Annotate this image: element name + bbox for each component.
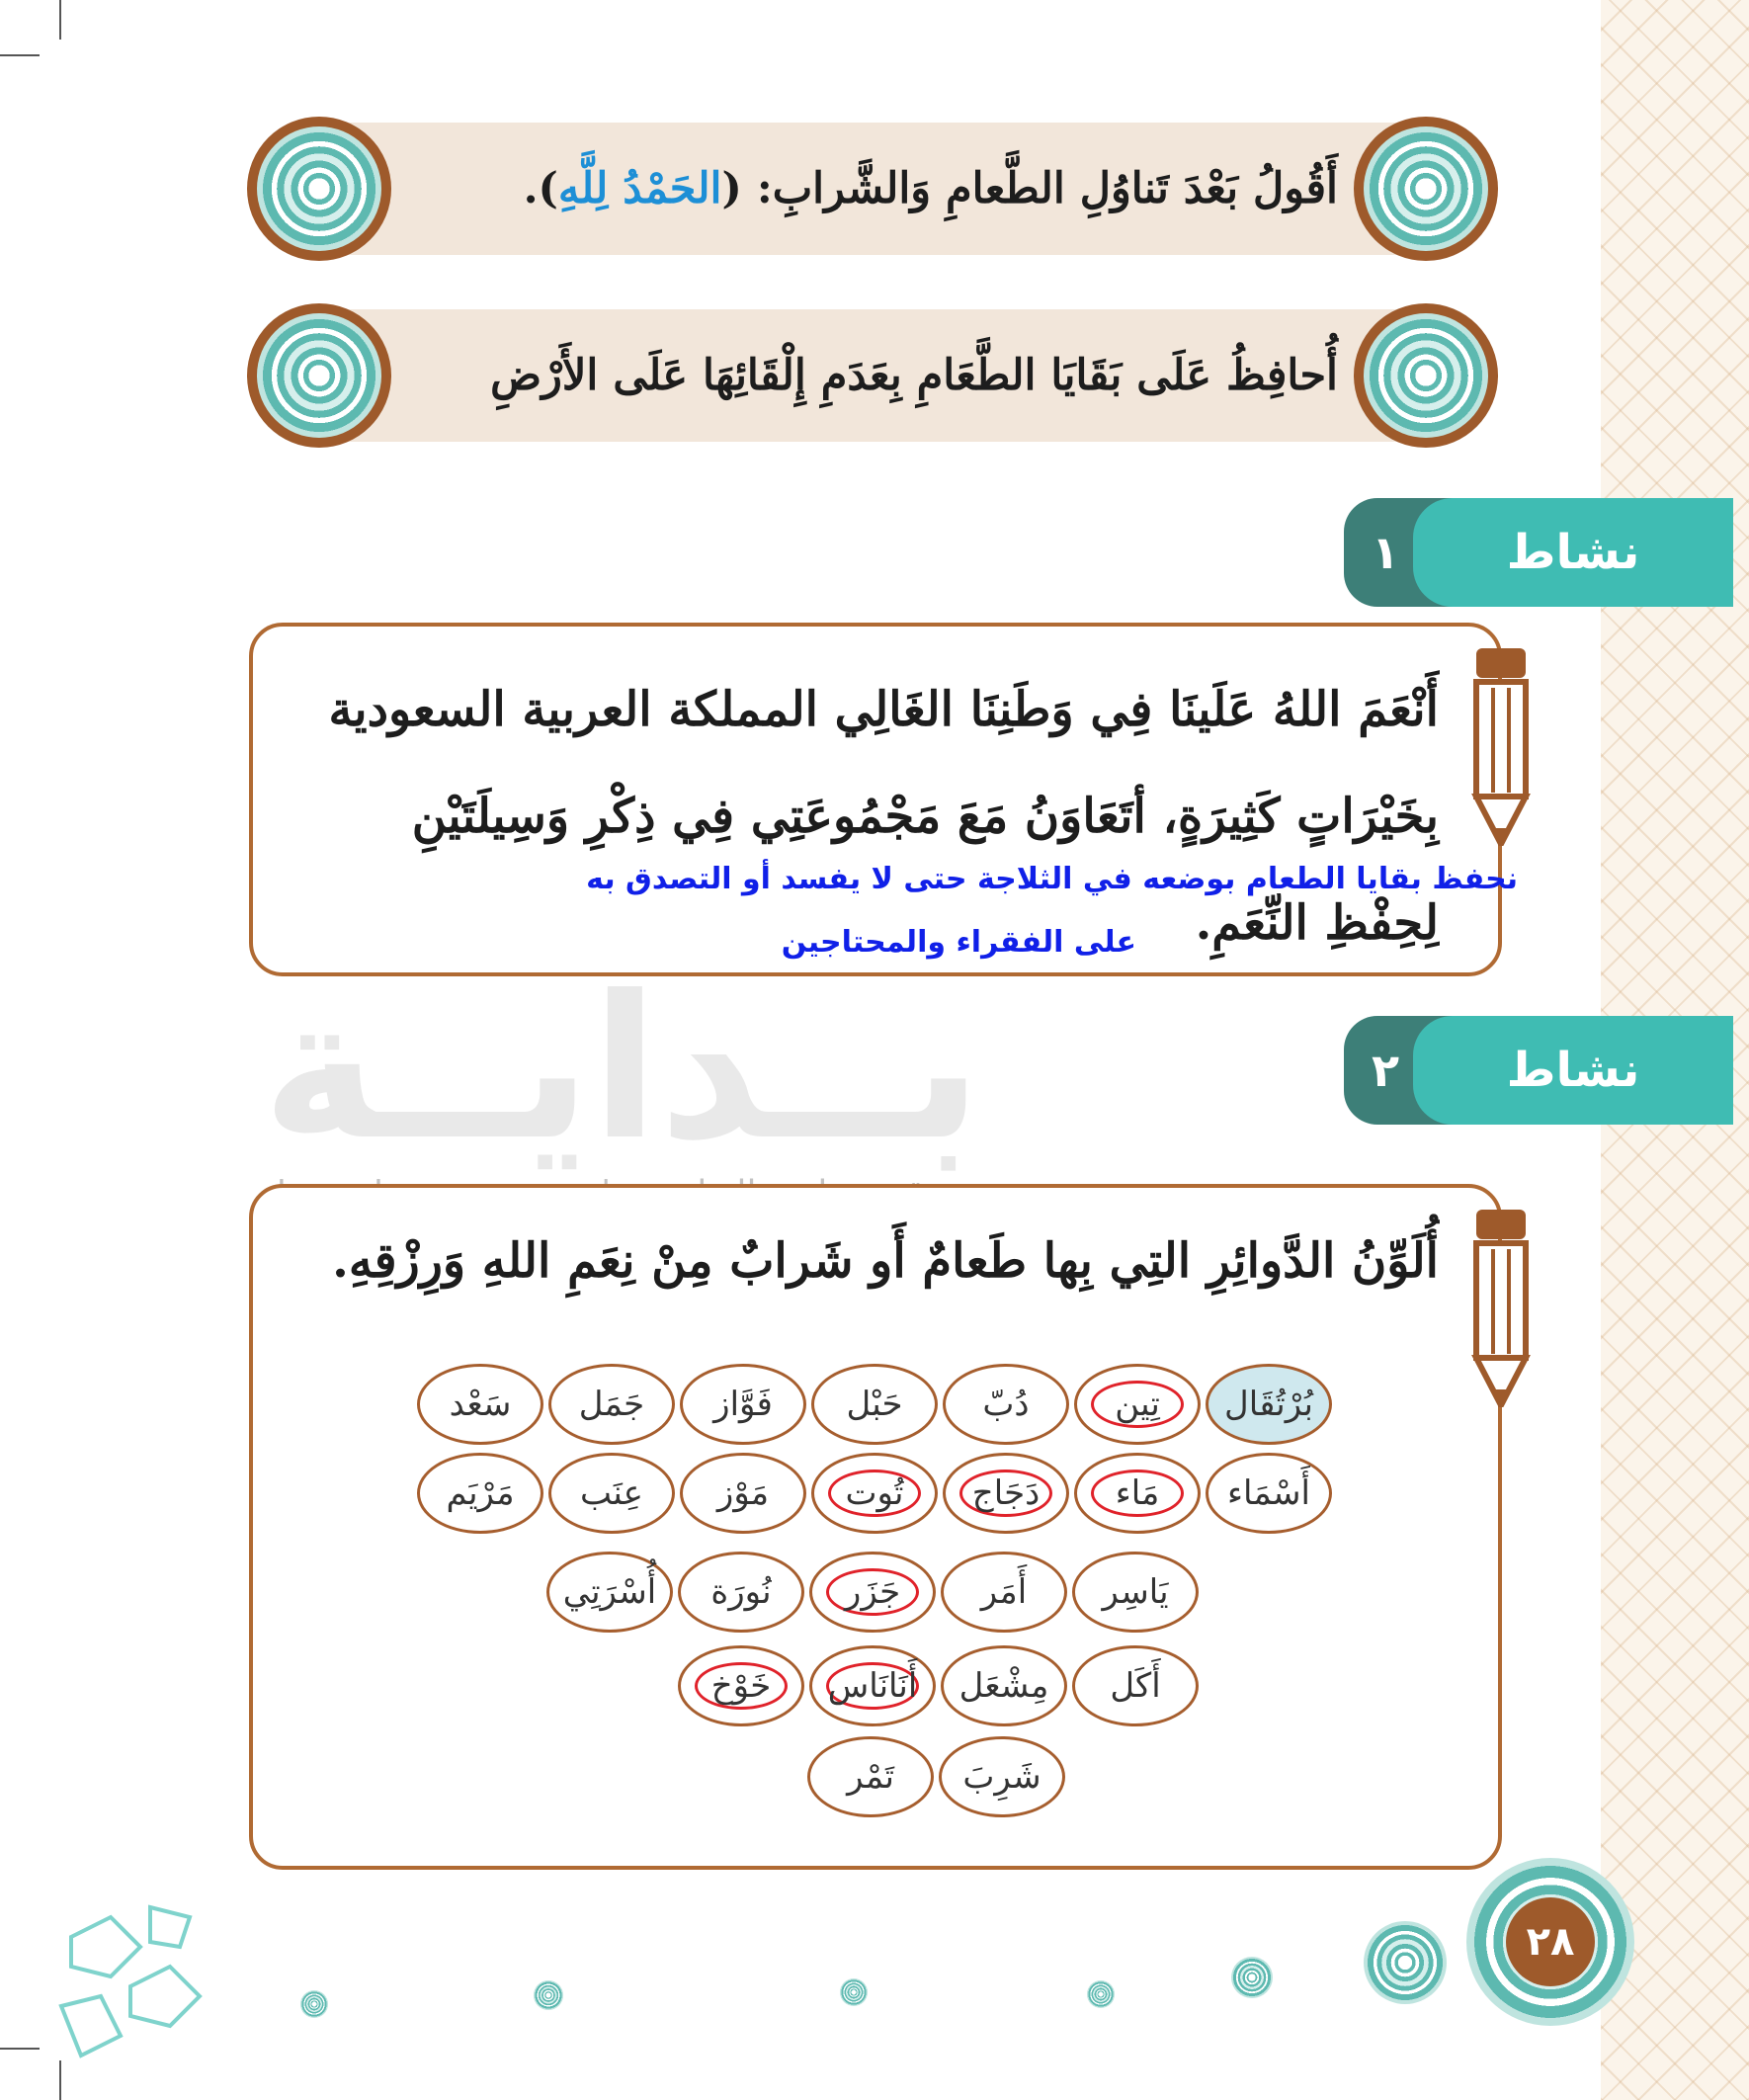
word-oval[interactable] [1072, 1645, 1199, 1726]
small-rosette-icon [300, 1990, 328, 2018]
activity-1-line-2: بِخَيْرَاتٍ كَثِيرَةٍ، أتَعَاوَنُ مَعَ مَجْمُوعَتِي فِي ذِكْرِ وَسِيلَتَيْنِ [411, 789, 1439, 844]
word-oval[interactable] [941, 1552, 1067, 1633]
word-oval-label: أَنَانَاس [827, 1666, 918, 1706]
word-oval[interactable] [807, 1736, 934, 1817]
rosette-right [1354, 303, 1498, 448]
page-number: ٢٨ [1506, 1897, 1595, 1986]
activity-2-instruction: أُلَوِّنُ الدَّوائِرِ التِي بِها طَعامٌ أَو شَرابٌ مِنْ نِعَمِ اللهِ وَرِزْقِهِ. [332, 1233, 1439, 1289]
word-oval[interactable] [941, 1645, 1067, 1726]
word-oval-label: مَوْز [716, 1473, 770, 1513]
word-oval-label: تُوت [845, 1473, 904, 1513]
activity-2-number: ٢ [1371, 1044, 1400, 1097]
activity-1-number: ١ [1371, 526, 1400, 579]
word-oval[interactable] [548, 1453, 675, 1534]
word-oval-label: دَجَاج [971, 1473, 1041, 1513]
rosette-icon [1364, 313, 1488, 438]
word-oval[interactable] [1072, 1552, 1199, 1633]
word-oval-label: تِين [1115, 1385, 1160, 1424]
small-rosette-icon [840, 1978, 868, 2006]
rosette-icon [257, 313, 381, 438]
banner-preserve-food [249, 309, 1496, 442]
banner-praise-text [407, 123, 1338, 255]
banner-praise-prefix: أَقُولُ بَعْدَ تَناوُلِ الطَّعامِ وَالشَّرابِ: ( [721, 164, 1338, 213]
rosette-left [247, 303, 391, 448]
word-oval-label: عِنَب [580, 1473, 643, 1513]
word-oval[interactable] [811, 1364, 938, 1445]
pencil-icon [1466, 648, 1536, 846]
word-oval-label: دُبّ [982, 1385, 1030, 1424]
small-rosette-icon [534, 1980, 563, 2010]
crop-mark [0, 54, 40, 56]
word-oval-label: أَمَر [980, 1572, 1028, 1612]
activity-2-tab [1344, 1016, 1733, 1125]
word-oval-label: جَزَر [844, 1572, 901, 1612]
watermark-logo-text: بــدايــة [262, 954, 983, 1184]
word-oval-label: مَرْيَم [446, 1473, 515, 1513]
word-oval-label: بُرْتُقَال [1224, 1385, 1313, 1424]
word-oval-label: أُسْرَتِي [562, 1572, 657, 1612]
activity-1-label: نشاط [1413, 498, 1733, 607]
word-oval-label: مِشْعَل [958, 1666, 1049, 1706]
word-oval[interactable] [680, 1453, 806, 1534]
word-oval[interactable] [943, 1364, 1069, 1445]
word-oval-label: مَاء [1115, 1473, 1160, 1513]
rosette-icon [257, 126, 381, 251]
word-oval[interactable] [811, 1453, 938, 1534]
word-oval-label: جَمَل [578, 1385, 645, 1424]
word-oval[interactable] [943, 1453, 1069, 1534]
word-oval-label: حَبْل [846, 1385, 903, 1424]
banner-praise-suffix: ). [523, 164, 558, 213]
word-oval[interactable] [1206, 1453, 1332, 1534]
pencil-icon [1466, 1210, 1536, 1407]
word-oval-label: نُورَة [710, 1572, 772, 1612]
activity-1-line-3: لِحِفْظِ النِّعَمِ. [1195, 895, 1439, 951]
activity-1-answer-line-2: على الفقراء والمحتاجين [781, 925, 1136, 960]
rosette-icon [1364, 126, 1488, 251]
word-oval[interactable] [809, 1645, 936, 1726]
small-rosette-icon [1364, 1921, 1447, 2004]
word-oval[interactable] [548, 1364, 675, 1445]
word-oval-label: أَكَل [1110, 1666, 1161, 1706]
geometric-decoration-icon [51, 1897, 219, 2065]
word-oval-label: فَوَّاز [713, 1385, 773, 1424]
crop-mark [0, 2048, 40, 2050]
word-oval[interactable] [1074, 1453, 1201, 1534]
watermark-logo [262, 954, 1487, 1191]
activity-2-label: نشاط [1413, 1016, 1733, 1125]
page-number-badge [1466, 1858, 1634, 2026]
word-oval[interactable] [809, 1552, 936, 1633]
small-rosette-icon [1087, 1980, 1115, 2008]
activity-1-line-1: أَنْعَمَ اللهُ عَلَينَا فِي وَطَنِنَا الغَالِي المملكة العربية السعودية [328, 682, 1439, 737]
small-rosette-icon [1231, 1957, 1273, 1998]
word-oval[interactable] [1074, 1364, 1201, 1445]
word-oval[interactable] [417, 1364, 543, 1445]
word-oval-label: خَوْخ [710, 1666, 772, 1706]
word-oval-label: شَرِبَ [962, 1757, 1041, 1797]
activity-1-answer-line-1: نحفظ بقايا الطعام بوضعه في الثلاجة حتى لا يفسد أو التصدق به [586, 862, 1518, 896]
word-oval[interactable] [680, 1364, 806, 1445]
word-oval-label: أَسْمَاء [1227, 1473, 1310, 1513]
word-oval-label: تَمْر [847, 1757, 894, 1797]
crop-mark [59, 2060, 61, 2100]
word-oval[interactable] [1206, 1364, 1332, 1445]
banner-praise-highlight: الحَمْدُ لِلَّهِ [557, 164, 722, 213]
word-oval[interactable] [939, 1736, 1065, 1817]
word-oval[interactable] [678, 1552, 804, 1633]
word-oval[interactable] [678, 1645, 804, 1726]
activity-1-tab [1344, 498, 1733, 607]
rosette-left [247, 117, 391, 261]
banner-preserve-food-text: أُحافِظُ عَلَى بَقَايَا الطَّعَامِ بِعَدَمِ إِلْقَائِهَا عَلَى الأَرْضِ [490, 351, 1338, 400]
word-oval[interactable] [417, 1453, 543, 1534]
word-oval-label: سَعْد [449, 1385, 512, 1424]
banner-praise [249, 123, 1496, 255]
word-oval-label: يَاسِر [1102, 1572, 1169, 1612]
rosette-right [1354, 117, 1498, 261]
word-oval[interactable] [546, 1552, 673, 1633]
crop-mark [59, 0, 61, 40]
